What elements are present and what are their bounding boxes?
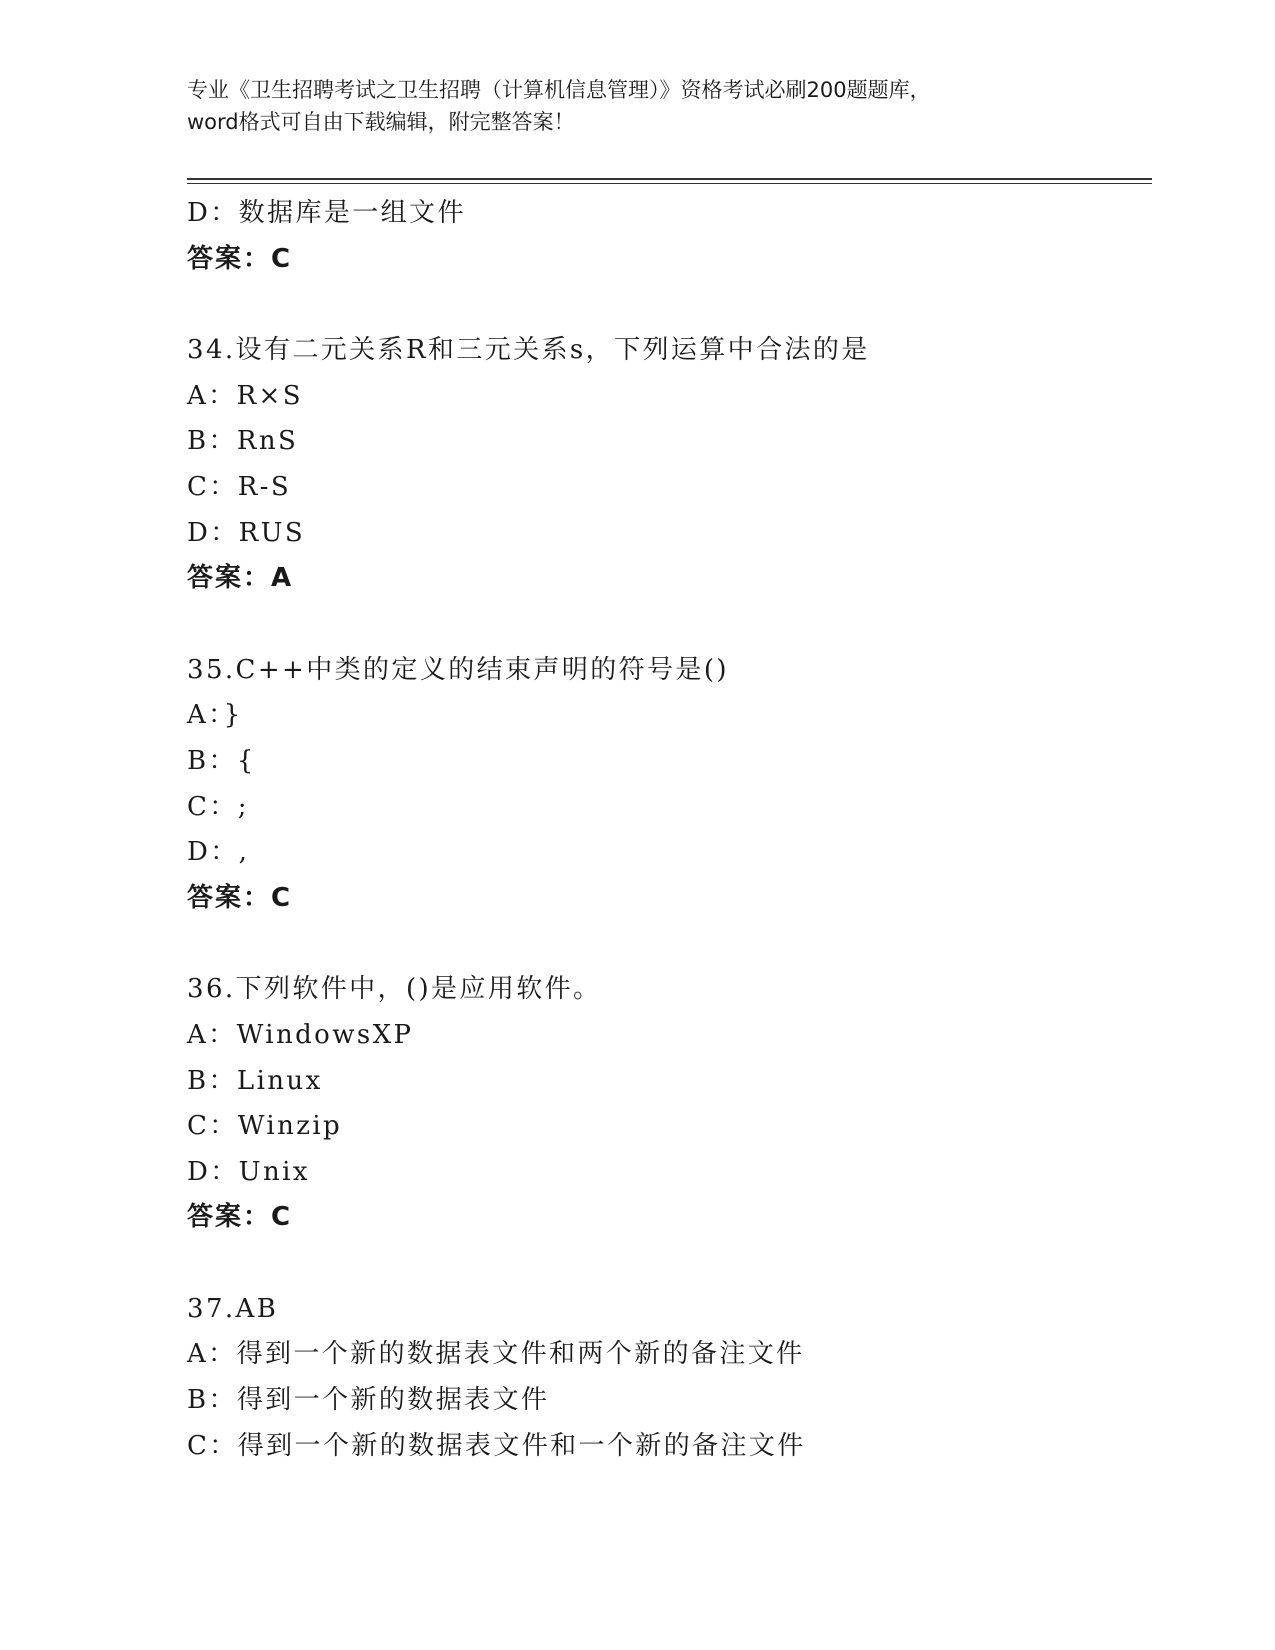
- option-c: C：得到一个新的数据表文件和一个新的备注文件: [187, 1430, 806, 1461]
- option-b: B：RnS: [187, 426, 299, 457]
- option-b: B：{: [187, 745, 256, 776]
- option-a: A：WindowsXP: [187, 1019, 414, 1050]
- option-d: D：Unix: [187, 1156, 310, 1187]
- question-34: [187, 328, 1147, 602]
- question-text: 34.设有二元关系R和三元关系s，下列运算中合法的是: [187, 335, 870, 366]
- question-35: [187, 648, 1147, 922]
- option-b: B：Linux: [187, 1065, 323, 1096]
- option-a: A：}: [187, 700, 243, 731]
- answer: 答案：C: [187, 1202, 293, 1233]
- answer: 答案：C: [187, 882, 293, 913]
- option-a: A：R×S: [187, 380, 303, 411]
- option-a: A：得到一个新的数据表文件和两个新的备注文件: [187, 1339, 805, 1370]
- question-36: [187, 967, 1147, 1241]
- option-d: D：RUS: [187, 517, 306, 548]
- option-c: C：Winzip: [187, 1111, 343, 1142]
- spacer: [187, 1241, 1147, 1287]
- option-c: C：;: [187, 791, 249, 822]
- option-d: D：,: [187, 837, 250, 868]
- answer: 答案：A: [187, 563, 294, 594]
- header-title-line2: word格式可自由下载编辑，附完整答案！: [187, 110, 575, 134]
- option-c: C：R-S: [187, 471, 292, 502]
- answer: 答案：C: [187, 243, 293, 274]
- header-title-line1: 专业《卫生招聘考试之卫生招聘（计算机信息管理）》资格考试必刷200题题库，: [187, 78, 931, 102]
- question-text: 37.AB: [187, 1293, 279, 1324]
- option-b: B：得到一个新的数据表文件: [187, 1385, 550, 1416]
- question-33-tail: [187, 191, 1147, 282]
- spacer: [187, 921, 1147, 967]
- spacer: [187, 282, 1147, 328]
- spacer: [187, 602, 1147, 648]
- question-list: [187, 191, 1147, 1469]
- option-d: D：数据库是一组文件: [187, 198, 466, 228]
- header-divider: [187, 178, 1152, 184]
- document-header: [187, 74, 1087, 138]
- question-text: 36.下列软件中，()是应用软件。: [187, 974, 602, 1005]
- question-text: 35.C++中类的定义的结束声明的符号是(): [187, 654, 729, 685]
- question-37: [187, 1287, 1147, 1469]
